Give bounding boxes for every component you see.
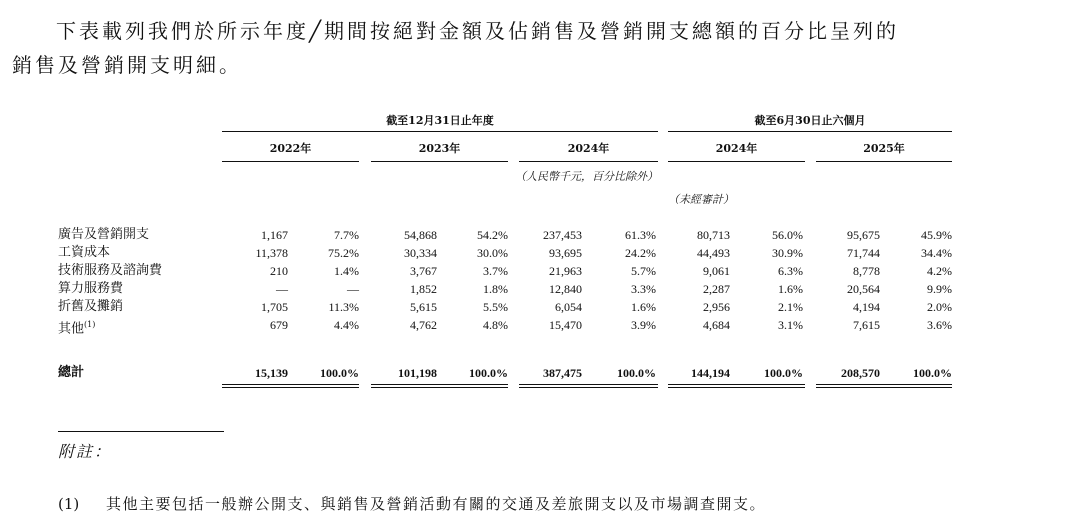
- table-cell: 4,762: [410, 318, 437, 332]
- table-cell: 54,868: [404, 228, 437, 242]
- table-cell: 95,675: [847, 228, 880, 242]
- footnote-heading: 附註：: [58, 442, 113, 461]
- unaudited-note: （未經審計）: [668, 193, 734, 206]
- table-cell: 24.2%: [625, 246, 656, 260]
- table-cell: 54.2%: [477, 228, 508, 242]
- table-cell: 1,852: [410, 282, 437, 296]
- table-cell: 12,840: [549, 282, 582, 296]
- table-cell: 5,615: [410, 300, 437, 314]
- table-cell: 210: [270, 264, 288, 278]
- table-cell: 15,470: [549, 318, 582, 332]
- total-underline-2024: [519, 384, 658, 388]
- intro-line-1: 下表載列我們於所示年度╱期間按絕對金額及佔銷售及營銷開支總額的百分比呈列的: [56, 19, 900, 43]
- table-cell: 2,956: [703, 300, 730, 314]
- table-cell: 20,564: [847, 282, 880, 296]
- table-cell: —: [347, 282, 359, 296]
- table-cell: 6.3%: [778, 264, 803, 278]
- total-cell: 15,139: [255, 366, 288, 380]
- total-underline-2024-interim: [668, 384, 805, 388]
- table-cell: 44,493: [697, 246, 730, 260]
- footnote-divider: [58, 431, 224, 432]
- year-header-2024: 2024年: [567, 142, 610, 155]
- year-rule-2024: [519, 161, 658, 162]
- row-label-text: 工資成本: [58, 245, 111, 260]
- row-label: [58, 316, 95, 338]
- footnote-1: [58, 493, 766, 514]
- table-cell: 1.4%: [334, 264, 359, 278]
- year-rule-2023: [371, 161, 508, 162]
- year-header-2023: 2023年: [418, 142, 461, 155]
- year-rule-2022: [222, 161, 359, 162]
- total-cell: 101,198: [398, 366, 437, 380]
- currency-note: （人民幣千元，百分比除外）: [515, 170, 658, 183]
- footnote-1-text: 其他主要包括一般辦公開支、與銷售及營銷活動有關的交通及差旅開支以及市場調查開支。: [106, 495, 767, 513]
- table-cell: 1,705: [261, 300, 288, 314]
- total-cell: 387,475: [543, 366, 582, 380]
- row-label: [58, 226, 149, 244]
- header-rule-interim: [668, 131, 952, 132]
- total-cell: 144,194: [691, 366, 730, 380]
- table-cell: 9.9%: [927, 282, 952, 296]
- row-label: [58, 280, 123, 298]
- table-cell: 679: [270, 318, 288, 332]
- row-label-text: 折舊及攤銷: [58, 299, 124, 314]
- header-group-annual: 截至12月31日止年度: [386, 114, 494, 127]
- table-cell: 3.9%: [631, 318, 656, 332]
- table-cell: 3.6%: [927, 318, 952, 332]
- year-rule-2024-interim: [668, 161, 805, 162]
- intro-line-2: 銷售及營銷開支明細。: [12, 53, 242, 77]
- row-label-text: 技術服務及諮詢費: [58, 263, 163, 278]
- row-label-text: 算力服務費: [58, 281, 124, 296]
- table-cell: 45.9%: [921, 228, 952, 242]
- footnote-1-number: (1): [58, 495, 80, 513]
- row-label: [58, 298, 123, 316]
- row-label: [58, 244, 110, 262]
- table-cell: 4.4%: [334, 318, 359, 332]
- header-rule-annual: [222, 131, 658, 132]
- year-rule-2025: [816, 161, 952, 162]
- table-cell: 75.2%: [328, 246, 359, 260]
- total-cell: 100.0%: [913, 366, 952, 380]
- total-cell: 208,570: [841, 366, 880, 380]
- table-cell: 56.0%: [772, 228, 803, 242]
- year-header-2024-interim: 2024年: [715, 142, 758, 155]
- intro-paragraph: [12, 14, 1072, 82]
- year-header-2025: 2025年: [863, 142, 905, 155]
- table-cell: 5.7%: [631, 264, 656, 278]
- table-cell: 30.9%: [772, 246, 803, 260]
- table-cell: 34.4%: [921, 246, 952, 260]
- table-cell: 1,167: [261, 228, 288, 242]
- footnote-marker: (1): [84, 320, 96, 329]
- year-header-2022: 2022年: [269, 142, 312, 155]
- header-group-interim: 截至6月30日止六個月: [754, 114, 866, 127]
- table-cell: 1.6%: [778, 282, 803, 296]
- table-cell: 8,778: [853, 264, 880, 278]
- table-cell: 1.8%: [483, 282, 508, 296]
- table-cell: 1.6%: [631, 300, 656, 314]
- row-label: [58, 262, 162, 280]
- table-cell: 3.7%: [483, 264, 508, 278]
- table-cell: 4,684: [703, 318, 730, 332]
- table-cell: 6,054: [555, 300, 582, 314]
- table-cell: 61.3%: [625, 228, 656, 242]
- table-cell: 237,453: [543, 228, 582, 242]
- table-cell: 7.7%: [334, 228, 359, 242]
- table-cell: 71,744: [847, 246, 880, 260]
- table-cell: 3,767: [410, 264, 437, 278]
- table-cell: 3.3%: [631, 282, 656, 296]
- total-cell: 100.0%: [617, 366, 656, 380]
- table-cell: 11.3%: [328, 300, 359, 314]
- table-cell: 3.1%: [778, 318, 803, 332]
- table-cell: 11,378: [255, 246, 288, 260]
- table-cell: —: [276, 282, 288, 296]
- table-cell: 2.0%: [927, 300, 952, 314]
- total-underline-2023: [371, 384, 508, 388]
- table-cell: 4.8%: [483, 318, 508, 332]
- total-cell: 100.0%: [469, 366, 508, 380]
- table-cell: 93,695: [549, 246, 582, 260]
- total-cell: 100.0%: [764, 366, 803, 380]
- table-cell: 80,713: [697, 228, 730, 242]
- table-cell: 5.5%: [483, 300, 508, 314]
- table-cell: 4.2%: [927, 264, 952, 278]
- total-cell: 100.0%: [320, 366, 359, 380]
- table-cell: 2,287: [703, 282, 730, 296]
- table-cell: 30,334: [404, 246, 437, 260]
- table-cell: 21,963: [549, 264, 582, 278]
- table-cell: 4,194: [853, 300, 880, 314]
- table-cell: 7,615: [853, 318, 880, 332]
- table-cell: 9,061: [703, 264, 730, 278]
- row-label-text: 其他: [58, 321, 85, 337]
- total-label: 總計: [58, 365, 85, 380]
- table-cell: 2.1%: [778, 300, 803, 314]
- row-label-text: 廣告及營銷開支: [58, 227, 150, 242]
- table-cell: 30.0%: [477, 246, 508, 260]
- total-underline-2025: [816, 384, 952, 388]
- total-underline-2022: [222, 384, 359, 388]
